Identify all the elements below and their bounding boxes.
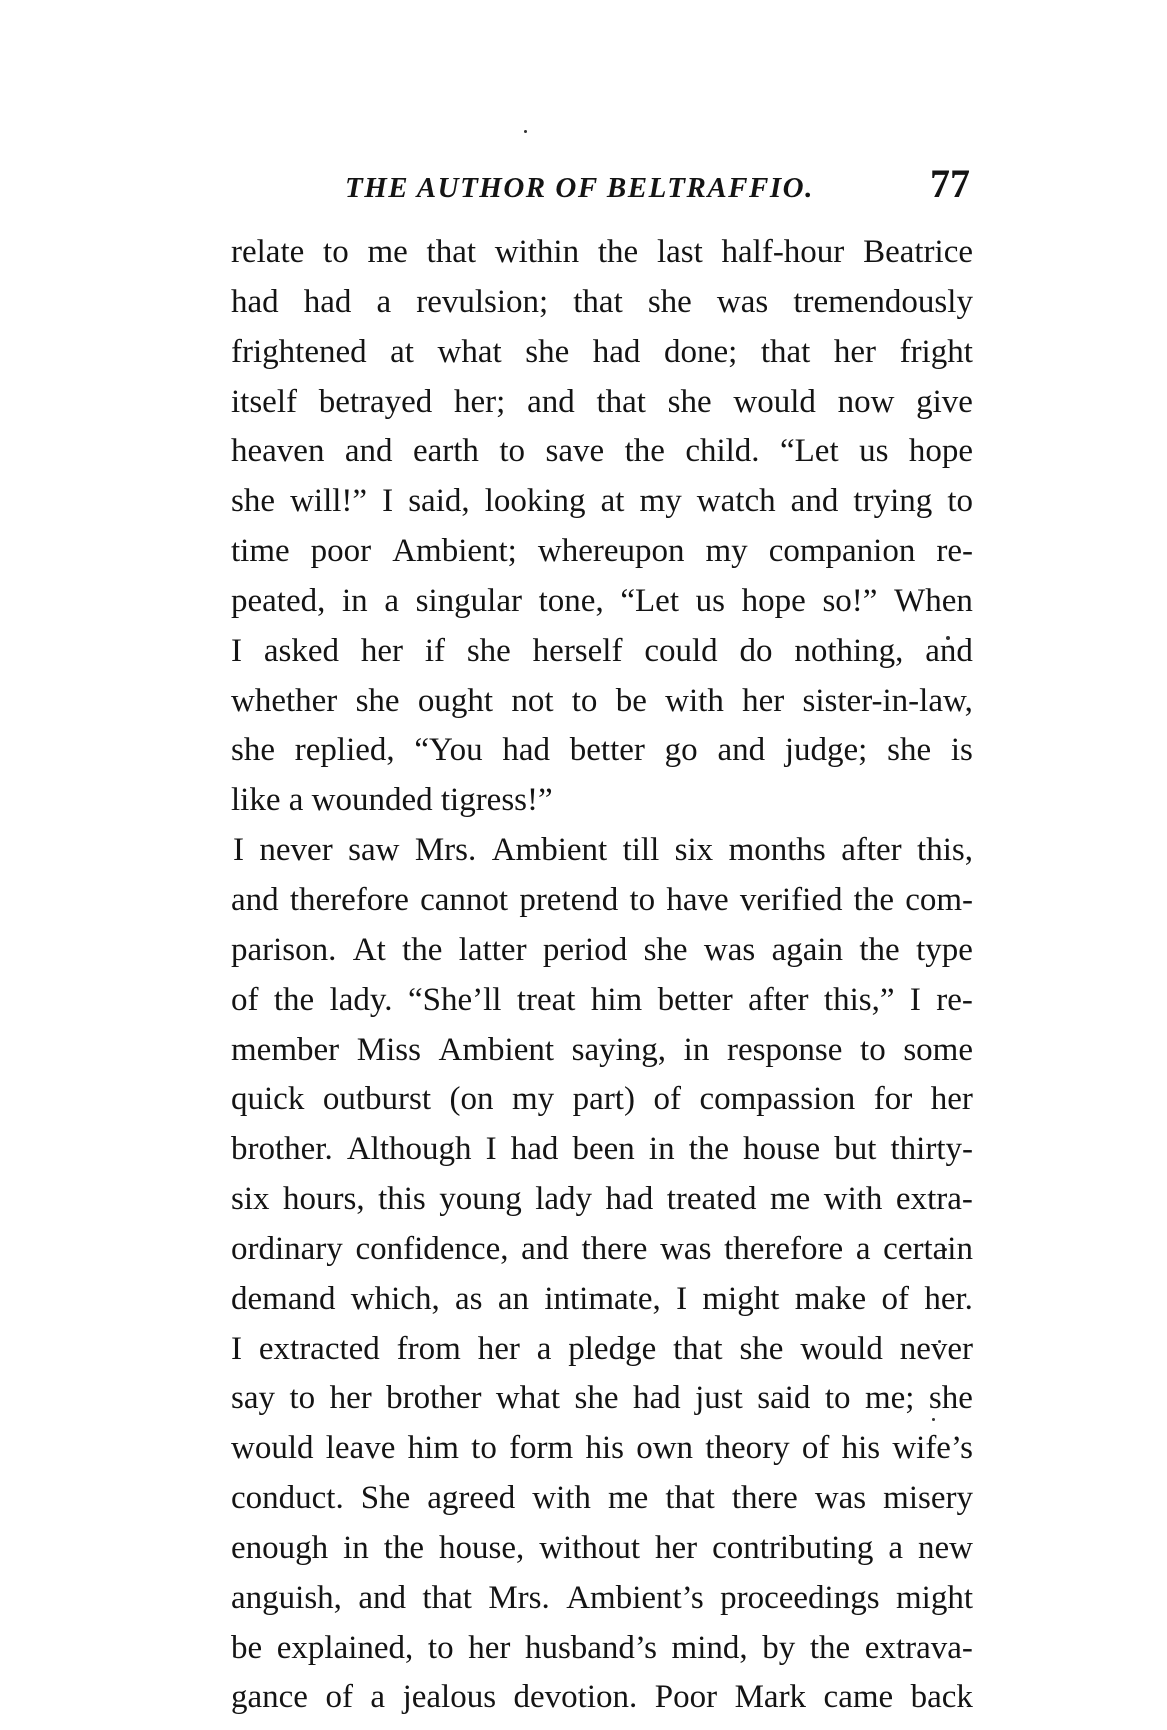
text-line: and therefore cannot pretend to have verified the com- [231, 881, 973, 918]
text-line: gance of a jealous devotion. Poor Mark came back [231, 1679, 973, 1716]
text-line: quick outburst (on my part) of compassion for her [231, 1081, 973, 1118]
text-line: say to her brother what she had just said to me; she [231, 1380, 973, 1417]
text-line: ordinary confidence, and there was therefore a certain [231, 1230, 973, 1267]
text-line: I asked her if she herself could do nothing, and [231, 632, 973, 669]
print-speck [524, 130, 527, 133]
paragraph [231, 826, 973, 1723]
running-head [230, 160, 970, 220]
text-line: frightened at what she had done; that her fright [231, 333, 973, 370]
text-line: relate to me that within the last half-hour Beatrice [231, 234, 973, 270]
text-line: enough in the house, without her contributing a new [231, 1529, 973, 1566]
text-line: parison. At the latter period she was again the type [231, 931, 973, 968]
text-line: would leave him to form his own theory of his wife’s [231, 1430, 973, 1467]
text-line: anguish, and that Mrs. Ambient’s proceedings might [231, 1579, 973, 1616]
running-title: THE AUTHOR OF BELTRAFFIO. [345, 172, 814, 204]
text-line: I never saw Mrs. Ambient till six months after this, [233, 832, 973, 869]
text-line: she will!” I said, looking at my watch and trying to [231, 483, 973, 520]
text-line: itself betrayed her; and that she would now give [231, 383, 973, 420]
text-line: time poor Ambient; whereupon my companion re- [231, 533, 973, 570]
text-line: member Miss Ambient saying, in response to some [231, 1031, 973, 1068]
text-line: heaven and earth to save the child. “Let us hope [231, 433, 973, 470]
text-line: of the lady. “She’ll treat him better after this,” I re- [231, 981, 973, 1018]
text-line: had had a revulsion; that she was tremendously [231, 283, 973, 320]
text-line: be explained, to her husband’s mind, by the extrava- [231, 1629, 973, 1666]
text-line: six hours, this young lady had treated me with extra- [231, 1181, 973, 1218]
text-line: I extracted from her a pledge that she would never [231, 1330, 973, 1367]
text-line: brother. Although I had been in the house but thirty- [231, 1131, 973, 1168]
page-number: 77 [930, 161, 970, 206]
text-line: whether she ought not to be with her sister-in-law, [231, 682, 973, 719]
text-line: demand which, as an intimate, I might make of her. [231, 1280, 973, 1317]
paragraph [231, 228, 973, 826]
text-line: peated, in a singular tone, “Let us hope so!” When [231, 582, 973, 619]
text-line: conduct. She agreed with me that there was misery [231, 1480, 973, 1517]
text-line: she replied, “You had better go and judge; she is [231, 732, 973, 769]
text-line: like a wounded tigress!” [231, 782, 553, 819]
body-text [231, 228, 973, 1723]
